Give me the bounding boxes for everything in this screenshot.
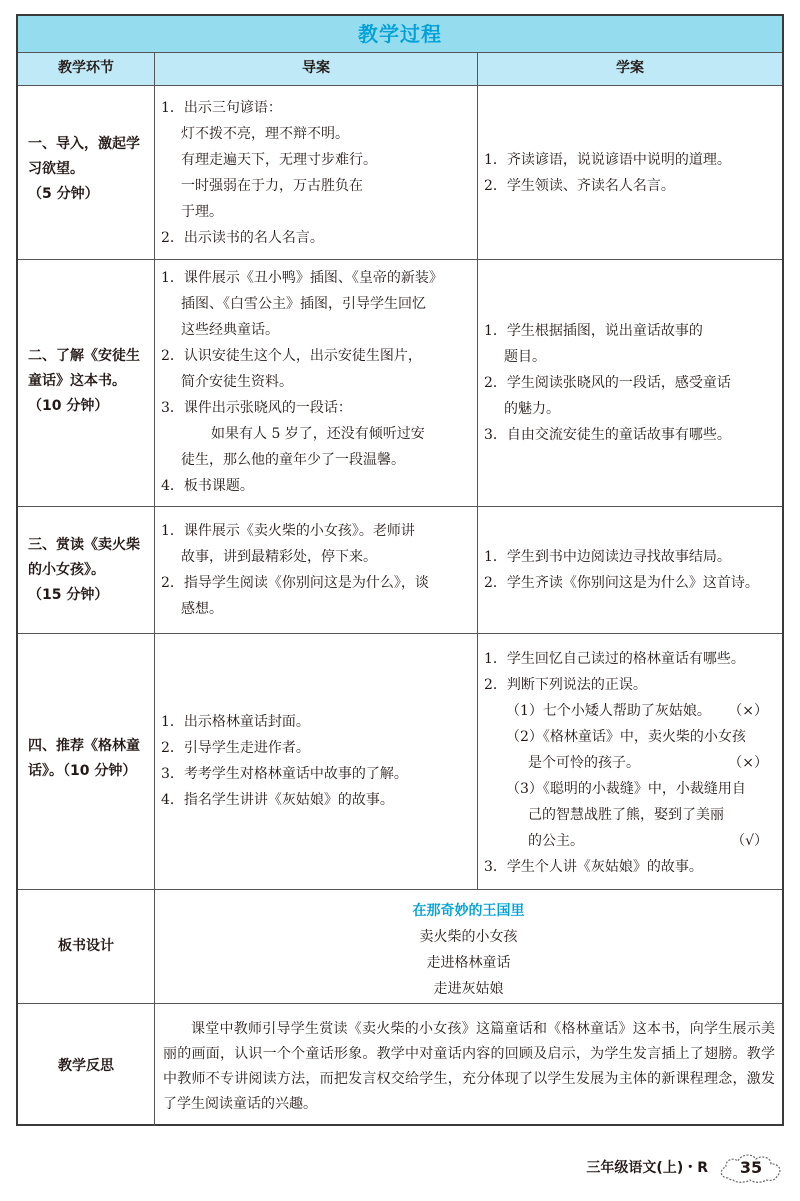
text-line: 有理走遍天下，无理寸步难行。 bbox=[181, 152, 377, 168]
text-line: 1．课件展示《卖火柴的小女孩》。老师讲 bbox=[161, 523, 415, 539]
answer-mark-2: （×） bbox=[728, 755, 768, 771]
judge-item-2: （2）《格林童话》中，卖火柴的小女孩 bbox=[506, 729, 746, 745]
study-cell-3 bbox=[484, 544, 776, 596]
guide-cell-1 bbox=[161, 95, 473, 251]
text-line: 1．出示格林童话封面。 bbox=[161, 714, 310, 730]
header-study: 学案 bbox=[616, 60, 644, 76]
text-line: 四、推荐《格林童 bbox=[28, 738, 140, 754]
divider bbox=[18, 889, 782, 890]
text-line: 2．引导学生走进作者。 bbox=[161, 740, 310, 756]
text-line: 1．学生根据插图，说出童话故事的 bbox=[484, 323, 703, 339]
table-title: 教学过程 bbox=[18, 16, 782, 52]
text-line: 一、导入，激起学 bbox=[28, 136, 140, 152]
divider bbox=[18, 1003, 782, 1004]
text-line: 这些经典童话。 bbox=[181, 322, 279, 338]
text-line: 1．课件展示《丑小鸭》插图、《皇帝的新装》 bbox=[161, 270, 443, 286]
text-line: 于理。 bbox=[181, 204, 223, 220]
text-line: 徒生，那么他的童年少了一段温馨。 bbox=[181, 452, 405, 468]
text-line: 的公主。 bbox=[528, 833, 584, 849]
divider bbox=[18, 259, 782, 260]
stage-cell-2 bbox=[28, 344, 154, 419]
text-line: 插图、《白雪公主》插图，引导学生回忆 bbox=[181, 296, 426, 312]
header-stage: 教学环节 bbox=[58, 60, 114, 76]
page-number-badge bbox=[716, 1150, 786, 1186]
text-line: 二、了解《安徒生 bbox=[28, 348, 140, 364]
text-line: 1．学生回忆自己读过的格林童话有哪些。 bbox=[484, 651, 745, 667]
text-line: 4．指名学生讲讲《灰姑娘》的故事。 bbox=[161, 792, 394, 808]
text-line: 3．学生个人讲《灰姑娘》的故事。 bbox=[484, 859, 703, 875]
text-line: 3．自由交流安徒生的童话故事有哪些。 bbox=[484, 427, 731, 443]
divider bbox=[18, 85, 782, 86]
divider bbox=[477, 52, 478, 889]
text-line: 习欲望。 bbox=[28, 161, 84, 177]
stage-cell-3 bbox=[28, 533, 154, 608]
text-line: 己的智慧战胜了熊，娶到了美丽 bbox=[528, 807, 724, 823]
book-label: 三年级语文(上)・R bbox=[586, 1160, 708, 1176]
stage-cell-1 bbox=[28, 132, 154, 207]
text-line: （15 分钟） bbox=[28, 587, 109, 603]
study-cell-1 bbox=[484, 147, 776, 199]
text-line: 2．学生领读、齐读名人名言。 bbox=[484, 178, 675, 194]
text-line: 的魅力。 bbox=[504, 401, 560, 417]
judge-item-3: （3）《聪明的小裁缝》中，小裁缝用自 bbox=[506, 781, 746, 797]
text-line: 2．指导学生阅读《你别问这是为什么》，谈 bbox=[161, 575, 429, 591]
text-line: （5 分钟） bbox=[28, 186, 99, 202]
text-line: 话》。（10 分钟） bbox=[28, 763, 137, 779]
answer-mark-3: （√） bbox=[731, 833, 768, 849]
text-line: 2．学生齐读《你别问这是为什么》这首诗。 bbox=[484, 575, 759, 591]
answer-mark-1: （×） bbox=[728, 703, 768, 719]
text-line: 1．学生到书中边阅读边寻找故事结局。 bbox=[484, 549, 731, 565]
board-design bbox=[155, 898, 782, 1002]
text-line: 感想。 bbox=[181, 601, 223, 617]
text-line: 如果有人 5 岁了，还没有倾听过安 bbox=[211, 426, 425, 442]
text-line: 灯不拨不亮，理不辩不明。 bbox=[181, 126, 349, 142]
divider bbox=[18, 506, 782, 507]
stage-cell-4 bbox=[28, 734, 154, 784]
lesson-table bbox=[16, 14, 784, 1126]
text-line: 2．出示读书的名人名言。 bbox=[161, 230, 324, 246]
board-title: 在那奇妙的王国里 bbox=[412, 903, 525, 919]
text-line: 3．课件出示张晓风的一段话： bbox=[161, 400, 352, 416]
text-line: 是个可怜的孩子。 bbox=[528, 755, 640, 771]
text-line: 童话》这本书。 bbox=[28, 373, 126, 389]
board-line: 走进格林童话 bbox=[426, 955, 511, 971]
text-line: 题目。 bbox=[504, 349, 546, 365]
text-line: 故事，讲到最精彩处，停下来。 bbox=[181, 549, 377, 565]
study-cell-2 bbox=[484, 318, 776, 448]
text-line: 3．考考学生对格林童话中故事的了解。 bbox=[161, 766, 408, 782]
text-line: 2．认识安徒生这个人，出示安徒生图片， bbox=[161, 348, 422, 364]
judge-item-1: （1）七个小矮人帮助了灰姑娘。 bbox=[506, 703, 711, 719]
text-line: 的小女孩》。 bbox=[28, 562, 105, 578]
divider bbox=[18, 633, 782, 634]
reflection-label: 教学反思 bbox=[58, 1058, 114, 1074]
text-line: 1．齐读谚语，说说谚语中说明的道理。 bbox=[484, 152, 731, 168]
page-number: 35 bbox=[739, 1158, 763, 1177]
board-label: 板书设计 bbox=[58, 938, 114, 954]
guide-cell-2 bbox=[161, 265, 473, 499]
table-header-row bbox=[18, 52, 782, 85]
text-line: 2．学生阅读张晓风的一段话，感受童话 bbox=[484, 375, 731, 391]
text-line: （10 分钟） bbox=[28, 398, 109, 414]
divider bbox=[18, 52, 782, 53]
header-guide: 导案 bbox=[302, 60, 330, 76]
guide-cell-3 bbox=[161, 518, 473, 622]
board-line: 走进灰姑娘 bbox=[433, 981, 504, 997]
text-line: 4．板书课题。 bbox=[161, 478, 254, 494]
guide-cell-4 bbox=[161, 709, 473, 813]
text-line: 2．判断下列说法的正误。 bbox=[484, 677, 647, 693]
text-line: 一时强弱在于力，万古胜负在 bbox=[181, 178, 363, 194]
board-line: 卖火柴的小女孩 bbox=[419, 929, 518, 945]
text-line: 简介安徒生资料。 bbox=[181, 374, 293, 390]
text-line: 三、赏读《卖火柴 bbox=[28, 537, 140, 553]
reflection-text: 课堂中教师引导学生赏读《卖火柴的小女孩》这篇童话和《格林童话》这本书，向学生展示美丽的画面，认识一个个童话形象。教学中对童话内容的回顾及启示，为学生发言插上了翅膀。教学中教师不专讲阅读方法，而把发言权交给学生，充分体现了以学生发展为主体的新课程理念，激发了学生阅读童话的兴趣。 bbox=[163, 1021, 775, 1112]
text-line: 1．出示三句谚语： bbox=[161, 100, 282, 116]
